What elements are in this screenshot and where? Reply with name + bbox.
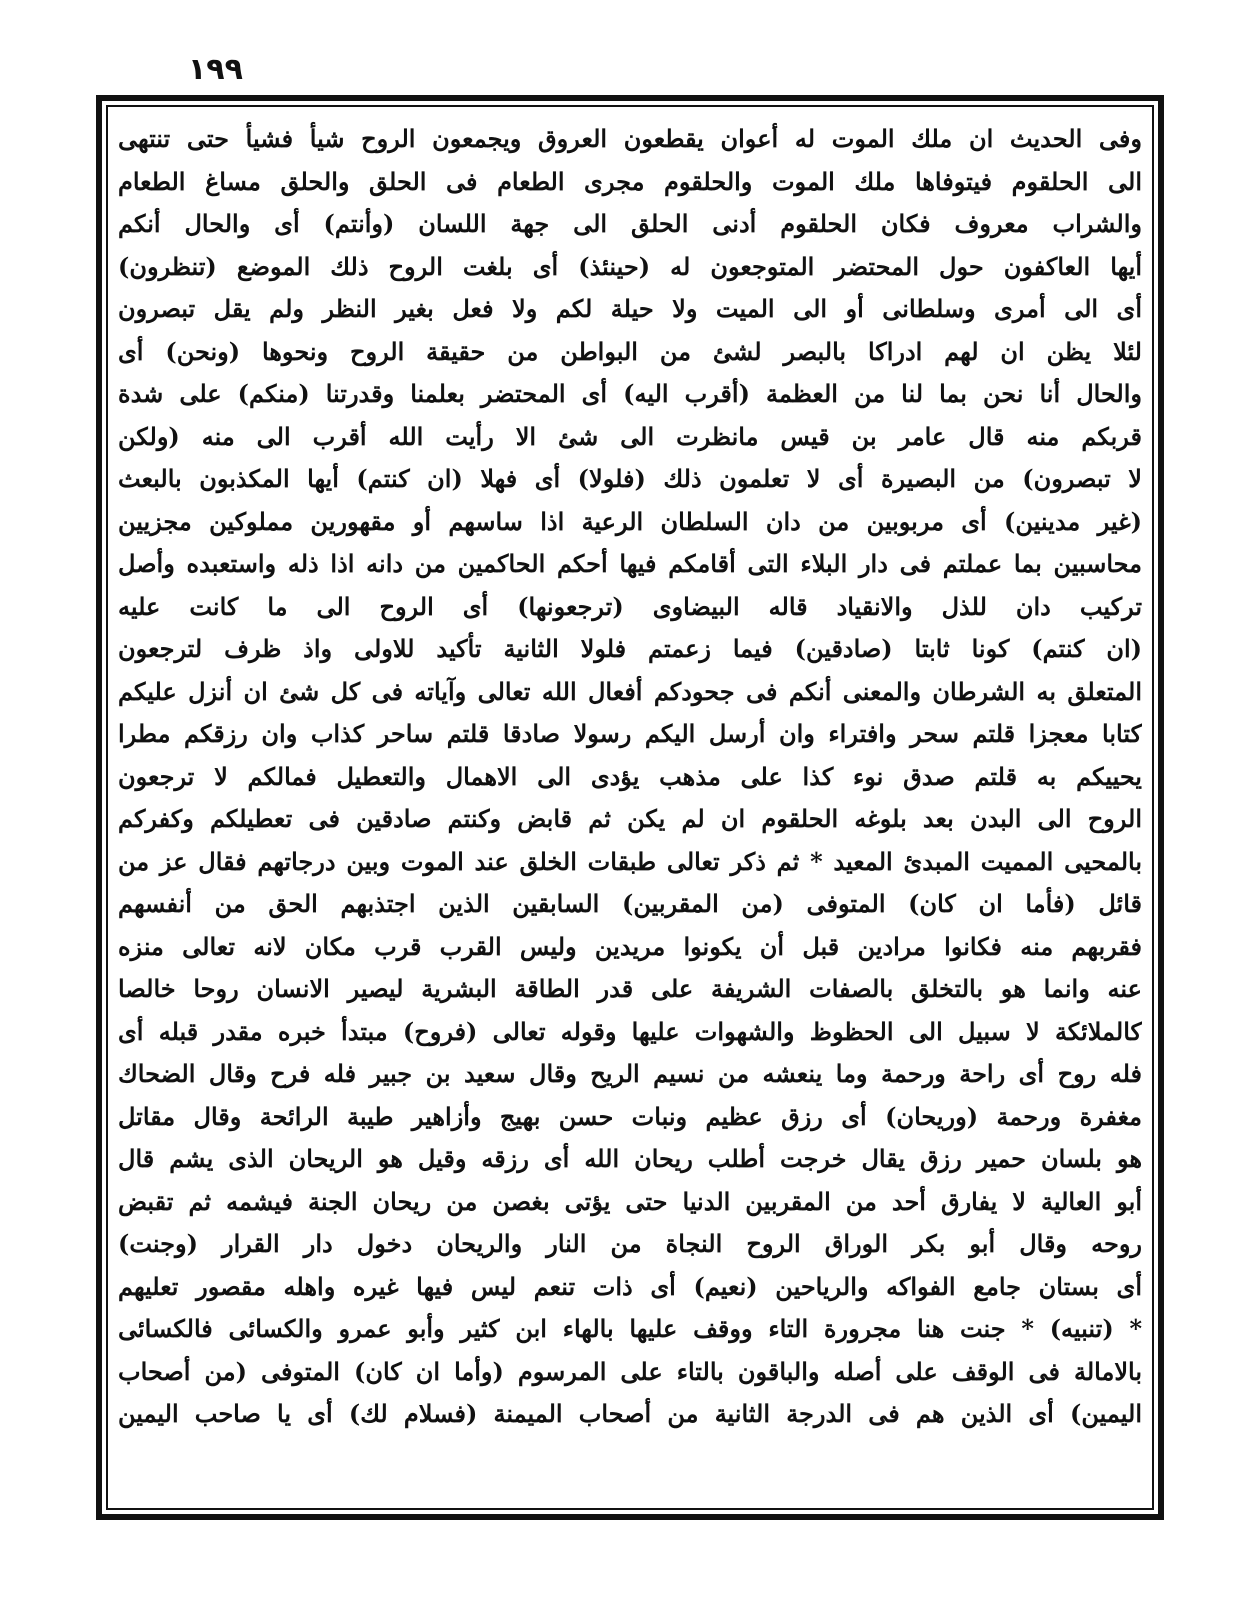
- text-line: والحال أنا نحن بما لنا من العظمة (أقرب اليه) أى المحتضر بعلمنا وقدرتنا (منكم) على شدة: [118, 379, 1142, 408]
- text-line: روحه وقال أبو بكر الوراق الروح النجاة من النار والريحان دخول دار القرار (وجنت): [118, 1229, 1142, 1258]
- text-line: فله روح أى راحة ورحمة وما ينعشه من نسيم الريح وقال سعيد بن جبير فله فرح وقال الضحاك: [118, 1059, 1142, 1088]
- text-line: أى الى أمرى وسلطانى أو الى الميت ولا حيلة لكم ولا فعل بغير النظر ولم يقل تبصرون: [118, 294, 1142, 323]
- text-line: وفى الحديث ان ملك الموت له أعوان يقطعون العروق ويجمعون الروح شيأ فشيأ حتى تنتهى: [118, 124, 1142, 153]
- text-line: أى بستان جامع الفواكه والرياحين (نعيم) أى ذات تنعم ليس فيها غيره واهله مقصور تعليهم: [118, 1271, 1142, 1301]
- text-line: قربكم منه قال عامر بن قيس مانظرت الى شئ الا رأيت الله أقرب الى منه (ولكن: [118, 421, 1142, 451]
- text-line: اليمين) أى الذين هم فى الدرجة الثانية من أصحاب الميمنة (فسلام لك) أى يا صاحب اليمين: [118, 1399, 1142, 1428]
- text-line: كالملائكة لا سبيل الى الحظوظ والشهوات عليها وقوله تعالى (فروح) مبتدأ خبره مقدر قبله أى: [118, 1016, 1142, 1046]
- text-line: بالامالة فى الوقف على أصله والباقون بالتاء على المرسوم (وأما ان كان) المتوفى (من أصحاب: [118, 1356, 1142, 1386]
- text-line: هو بلسان حمير رزق يقال خرجت أطلب ريحان الله أى رزقه وقيل هو الريحان الذى يشم قال: [118, 1144, 1142, 1173]
- text-line: قائل (فأما ان كان) المتوفى (من المقربين) السابقين الذين اجتذبهم الحق من أنفسهم: [118, 889, 1142, 918]
- page-number: ١٩٩: [188, 52, 243, 87]
- text-line: أيها العاكفون حول المحتضر المتوجعون له (حينئذ) أى بلغت الروح ذلك الموضع (تنظرون): [118, 251, 1142, 281]
- text-line: تركيب دان للذل والانقياد قاله البيضاوى (ترجعونها) أى الروح الى ما كانت عليه: [118, 591, 1142, 621]
- text-line: عنه وانما هو بالتخلق بالصفات الشريفة على قدر الطاقة البشرية ليصير الانسان روحا خالصا: [118, 974, 1142, 1003]
- text-line: يحييكم به قلتم صدق نوء كذا على مذهب يؤدى الى الاهمال والتعطيل فمالكم لا ترجعون: [118, 761, 1142, 791]
- text-line: المتعلق به الشرطان والمعنى أنكم فى جحودكم أفعال الله تعالى وآياته فى كل شئ ان أنزل عليكم: [118, 676, 1142, 706]
- text-line: فقربهم منه فكانوا مرادين قبل أن يكونوا مريدين وليس القرب قرب مكان لانه تعالى منزه: [118, 931, 1142, 961]
- text-line: (غير مدينين) أى مربوبين من دان السلطان الرعية اذا ساسهم أو مقهورين مملوكين مجزيين: [118, 506, 1142, 536]
- text-line: أبو العالية لا يفارق أحد من المقربين الدنيا حتى يؤتى بغصن من ريحان الجنة فيشمه ثم تقبض: [118, 1186, 1142, 1216]
- text-line: محاسبين بما عملتم فى دار البلاء التى أقامكم فيها أحكم الحاكمين من دانه اذا ذله واستعبده وأصل: [118, 549, 1142, 578]
- text-line: الى الحلقوم فيتوفاها ملك الموت والحلقوم مجرى الطعام فى الحلق والحلق مساغ الطعام: [118, 166, 1142, 196]
- text-line: لا تبصرون) من البصيرة أى لا تعلمون ذلك (فلولا) أى فهلا (ان كنتم) أيها المكذبون بالبعث: [118, 464, 1142, 493]
- text-line: مغفرة ورحمة (وريحان) أى رزق عظيم ونبات حسن بهيج وأزاهير طيبة الرائحة وقال مقاتل: [118, 1101, 1142, 1131]
- text-line: * (تنبيه) * جنت هنا مجرورة التاء ووقف عليها بالهاء ابن كثير وأبو عمرو والكسائى فالكسائى: [118, 1314, 1142, 1343]
- text-line: الروح الى البدن بعد بلوغه الحلقوم ان لم يكن ثم قابض وكنتم صادقين فى تعطيلكم وكفركم: [118, 804, 1142, 833]
- text-block: [118, 118, 1142, 1504]
- text-line: كتابا معجزا قلتم سحر وافتراء وان أرسل اليكم رسولا صادقا قلتم ساحر كذاب وان رزقكم مطرا: [118, 719, 1142, 748]
- text-line: لئلا يظن ان لهم ادراكا بالبصر لشئ من البواطن من حقيقة الروح ونحوها (ونحن) أى: [118, 336, 1142, 366]
- text-line: والشراب معروف فكان الحلقوم أدنى الحلق الى جهة اللسان (وأنتم) أى والحال أنكم: [118, 209, 1142, 238]
- text-line: (ان كنتم) كونا ثابتا (صادقين) فيما زعمتم فلولا الثانية تأكيد للاولى واذ ظرف لترجعون: [118, 634, 1142, 663]
- text-line: بالمحيى المميت المبدئ المعيد * ثم ذكر تعالى طبقات الخلق عند الموت وبين درجاتهم فقال عز من: [118, 846, 1142, 876]
